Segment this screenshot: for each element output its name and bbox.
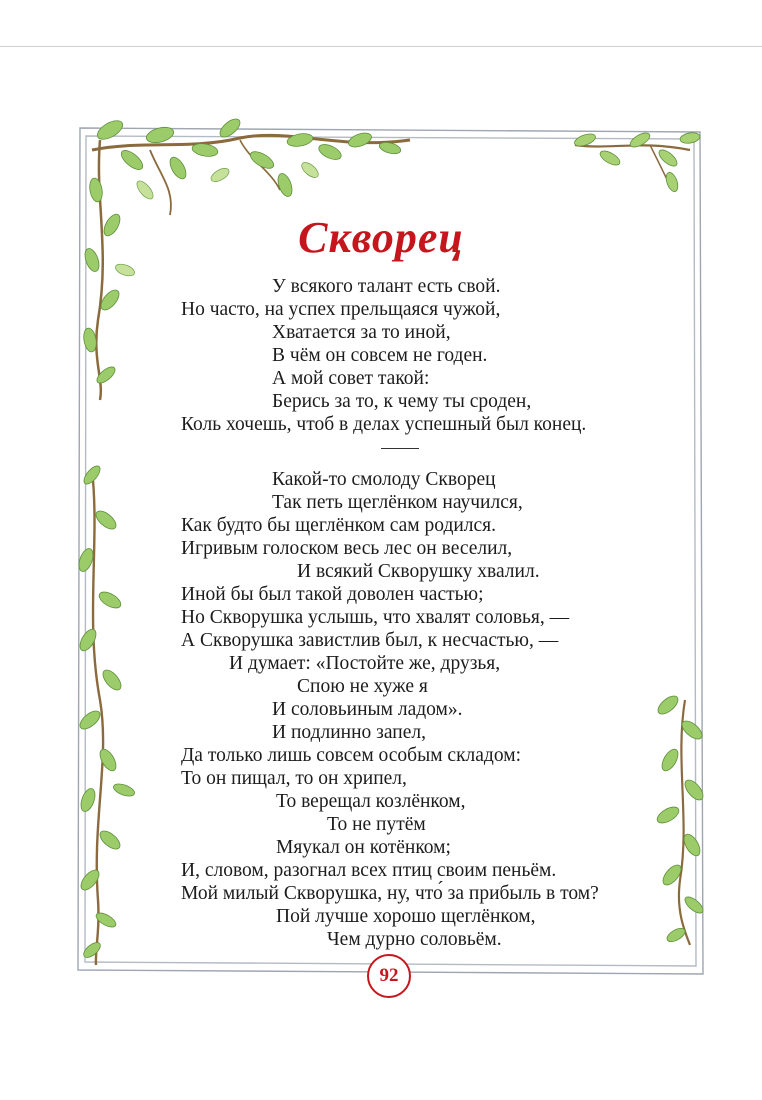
poem-line: И соловьиным ладом». [272,699,463,720]
vine-right [655,693,707,945]
poem-line: Мяукал он котёнком; [276,837,451,858]
poem-line: Да только лишь совсем особым складом: [181,745,521,766]
page-number: 92 [367,954,411,998]
poem-line: То не путём [327,814,426,835]
poem-line: А Скворушка завистлив был, к несчастью, — [181,630,559,651]
poem-line: То он пищал, то он хрипел, [181,768,407,789]
vine-top-right [573,130,701,193]
poem-line: У всякого талант есть свой. [272,276,501,297]
poem-line: Спою не хуже я [297,676,428,697]
poem-line: А мой совет такой: [272,368,430,389]
stanza-separator [381,448,419,449]
poem-line: Но часто, на успех прельщаяся чужой, [181,299,501,320]
poem-line: Мой милый Скворушка, ну, что́ за прибыль в том? [181,883,599,904]
poem-line: И, словом, разогнал всех птиц своим пеньём. [181,860,557,881]
poem-line: Берись за то, к чему ты сроден, [272,391,532,412]
poem-line: Так петь щеглёнком научился, [272,492,523,513]
poem-line: И всякий Скворушку хвалил. [297,561,540,582]
poem-line: Пой лучше хорошо щеглёнком, [276,906,536,927]
poem-line: Коль хочешь, чтоб в делах успешный был конец. [181,414,587,435]
poem-line: Игривым голоском весь лес он веселил, [181,538,513,559]
poem-title: Скворец [298,213,464,262]
poem-line: И думает: «Постойте же, друзья, [229,653,501,674]
poem-line: Какой-то смолоду Скворец [272,469,496,490]
poem-line: Хватается за то иной, [272,322,451,343]
poem-line: Иной бы был такой доволен частью; [181,584,484,605]
poem-line: В чём он совсем не годен. [272,345,488,366]
poem-line: И подлинно запел, [272,722,426,743]
poem-line: Чем дурно соловьём. [327,929,502,950]
poem-line: Но Скворушка услышь, что хвалят соловья, — [181,607,570,628]
poem-line: То верещал козлёнком, [276,791,466,812]
poem-line: Как будто бы щеглёнком сам родился. [181,515,497,536]
